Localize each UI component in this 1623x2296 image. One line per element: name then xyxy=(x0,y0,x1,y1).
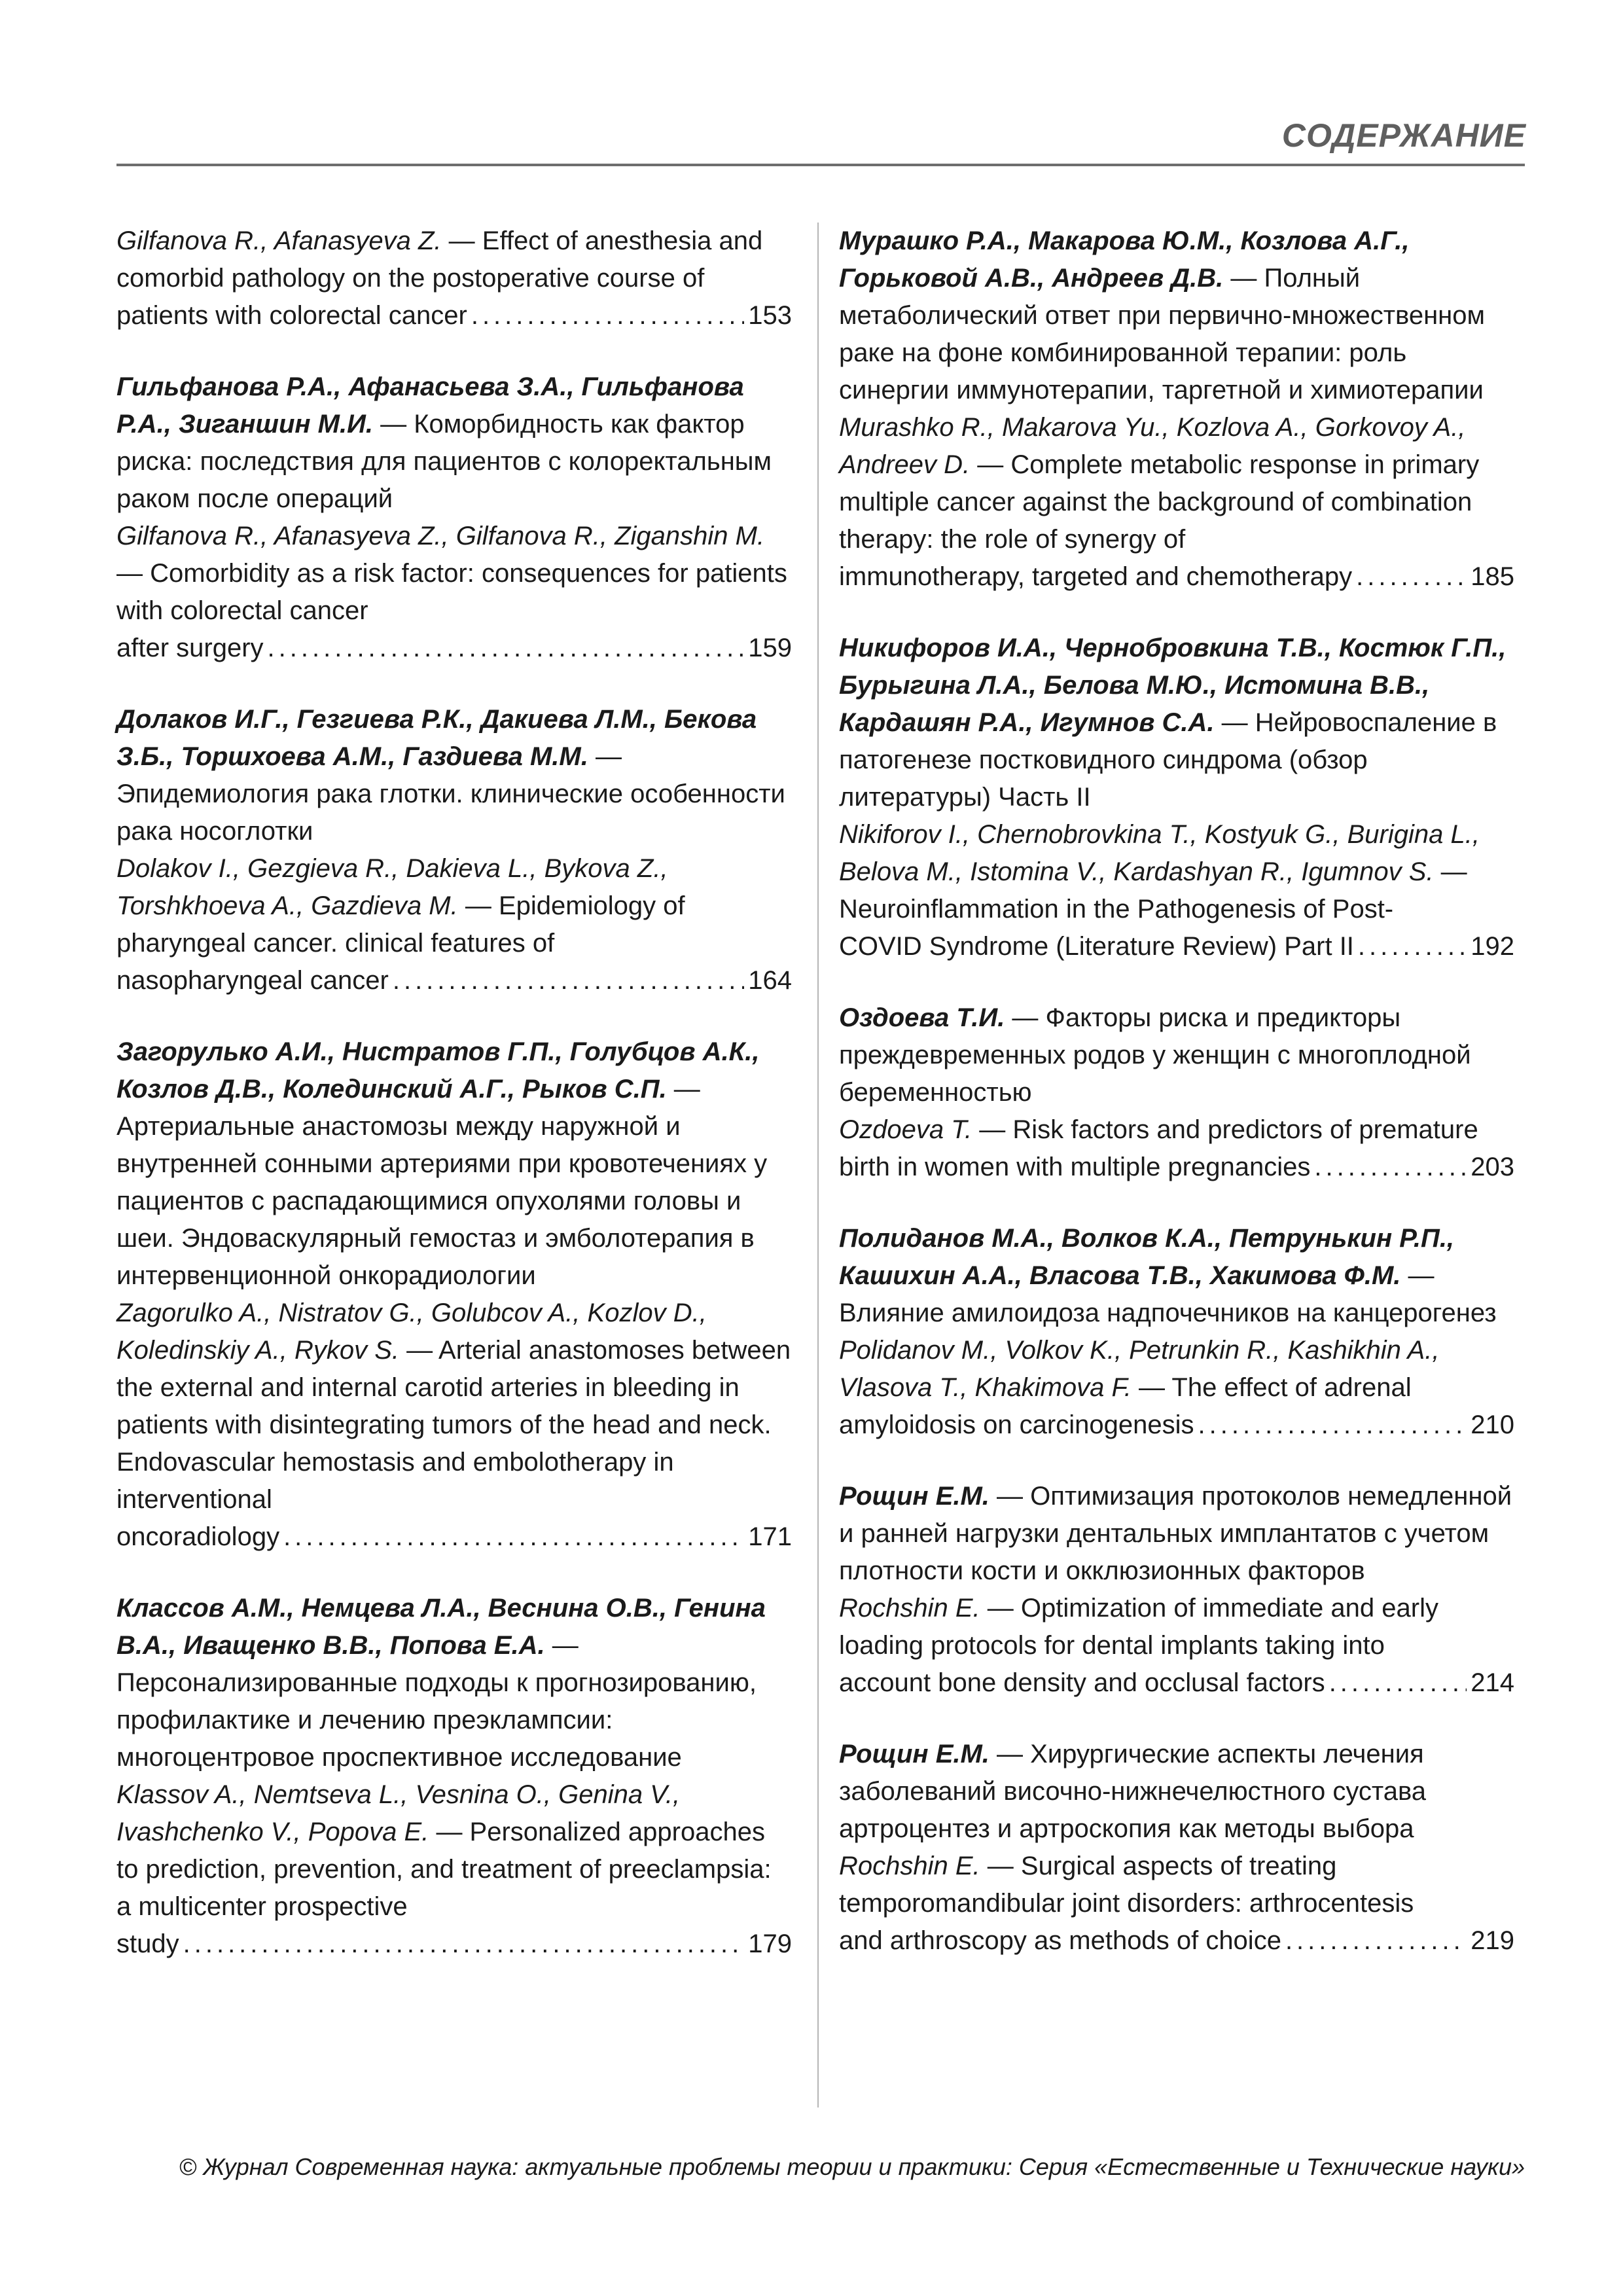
en-authors: Dolakov I., Gezgieva R., Dakieva L., Bykova Z., Torshkhoeva A., Gazdieva M. xyxy=(116,854,668,920)
en-title: primary multiple cancer against the background xyxy=(839,450,1480,516)
ru-title: — Факторы риска и предикторы преждевременных родов у женщин с многоплодной беременностью xyxy=(839,1003,1471,1107)
ru-authors: Гильфанова Р.А., Афанасьева З.А., Гильфанова Р.А., Зиганшин М.И. xyxy=(116,372,744,439)
toc-leader-line xyxy=(839,1664,1514,1702)
en-authors: Klassov A., Nemtseva L., Vesnina O., Genina V., Ivashchenko V., Popova E. xyxy=(116,1780,681,1846)
ru-citation xyxy=(839,1478,1514,1590)
en-title: — Effect of anesthesia and xyxy=(441,226,763,255)
en-title: the head and neck. Endovascular hemostasis xyxy=(116,1410,772,1477)
page-number[interactable]: 214 xyxy=(1471,1668,1514,1697)
en-authors: Zagorulko A., Nistratov G., Golubcov A., Kozlov D., Koledinskiy A., Rykov S. xyxy=(116,1299,707,1365)
ru-citation xyxy=(839,1736,1514,1848)
en-title: of preeclampsia: a multicenter prospective xyxy=(116,1855,772,1921)
en-citation xyxy=(116,1295,792,1518)
en-title-end: account bone density and occlusal factors xyxy=(839,1668,1325,1697)
toc-leader-line xyxy=(116,297,792,334)
ru-citation xyxy=(116,1590,792,1776)
toc-entry[interactable] xyxy=(116,1033,792,1556)
toc-leader-line xyxy=(839,928,1514,965)
en-title-end: immunotherapy, targeted and chemotherapy xyxy=(839,562,1353,591)
page-number[interactable]: 164 xyxy=(748,966,792,995)
ru-authors: Оздоева Т.И. xyxy=(839,1003,1005,1032)
en-title: — Optimization of immediate and early xyxy=(980,1594,1438,1623)
en-authors: Polidanov M., Volkov K., Petrunkin R., Kashikhin A., Vlasova T., Khakimova F. xyxy=(839,1336,1440,1402)
ru-citation xyxy=(839,1220,1514,1332)
dot-leader xyxy=(283,1518,744,1556)
en-title-end: amyloidosis on carcinogenesis xyxy=(839,1410,1194,1439)
en-title: consequences for patients with colorectal cancer xyxy=(116,559,787,625)
en-title-end: COVID Syndrome (Literature Review) Part II xyxy=(839,932,1354,961)
toc-entry[interactable] xyxy=(839,223,1514,596)
page-number[interactable]: 179 xyxy=(748,1929,792,1958)
ru-authors: Полиданов М.А., Волков К.А., Петрунькин Р.П., Кашихин А.А., Власова Т.В., Хакимова Ф.М. xyxy=(839,1224,1455,1290)
toc-entry[interactable] xyxy=(116,1590,792,1963)
ru-title: — Коморбидность как фактор риска: последствия для пациентов с колоректальным раком после операций xyxy=(116,410,772,513)
page-number[interactable]: 185 xyxy=(1471,562,1514,591)
dot-leader xyxy=(268,630,745,667)
ru-authors: Классов А.М., Немцева Л.А., Веснина О.В., Генина В.А., Иващенко В.В., Попова Е.А. xyxy=(116,1594,766,1660)
dot-leader xyxy=(1198,1407,1467,1444)
section-title: СОДЕРЖАНИЕ xyxy=(1281,117,1526,154)
en-title: — Personalized approaches xyxy=(429,1818,765,1846)
en-citation xyxy=(116,518,792,630)
dot-leader xyxy=(1314,1149,1467,1186)
ru-citation xyxy=(839,999,1514,1111)
en-authors: Ozdoeva T. xyxy=(839,1115,972,1144)
ru-authors: Долаков И.Г., Гезгиева Р.К., Дакиева Л.М., Бекова З.Б., Торшхоева А.М., Газдиева М.М. xyxy=(116,705,757,771)
toc-leader-line xyxy=(839,558,1514,596)
en-citation xyxy=(839,1332,1514,1407)
en-title-end: oncoradiology xyxy=(116,1522,280,1551)
toc-entry[interactable] xyxy=(116,701,792,999)
en-authors: Rochshin E. xyxy=(839,1594,980,1623)
en-citation xyxy=(116,1776,792,1926)
toc-leader-line xyxy=(116,962,792,999)
en-authors: Nikiforov I., Chernobrovkina T., Kostyuk G., Burigina L., Belova M., Istomina V., Kardashyan R., Igumnov S. xyxy=(839,820,1480,886)
ru-title: — Оптимизация протоколов немедленной и ранней нагрузки дентальных имплантатов с учетом плотности кости и окклюзионных факторов xyxy=(839,1482,1512,1585)
ru-authors: Рощин Е.М. xyxy=(839,1740,990,1768)
en-title: and embolotherapy in interventional xyxy=(116,1448,674,1514)
en-title: to prediction, prevention, and treatment xyxy=(116,1855,572,1884)
en-authors: Gilfanova R., Afanasyeva Z. xyxy=(116,226,442,255)
en-title: — The effect of adrenal xyxy=(1131,1373,1412,1402)
toc-leader-line xyxy=(839,1149,1514,1186)
en-title-end: patients with colorectal cancer xyxy=(116,301,467,330)
page-number[interactable]: 153 xyxy=(748,301,792,330)
toc-entry[interactable] xyxy=(116,368,792,667)
toc-entry[interactable] xyxy=(839,1220,1514,1444)
en-citation xyxy=(839,1111,1514,1149)
page-number[interactable]: 159 xyxy=(748,634,792,662)
toc-leader-line xyxy=(116,630,792,667)
ru-title: — Полный метаболический ответ при первично-множественном раке на фоне комбинированной терапии: роль синергии иммунотерапии, таргетной и химиотерапии xyxy=(839,264,1486,404)
en-title-end: nasopharyngeal cancer xyxy=(116,966,389,995)
dot-leader xyxy=(183,1926,745,1963)
toc-leader-line xyxy=(116,1926,792,1963)
toc-leader-line xyxy=(839,1922,1514,1960)
ru-citation xyxy=(116,1033,792,1295)
dot-leader xyxy=(1356,558,1467,596)
en-title: temporomandibular joint disorders: arthrocentesis xyxy=(839,1889,1414,1918)
dot-leader xyxy=(1358,928,1467,965)
en-authors: Rochshin E. xyxy=(839,1852,980,1880)
toc-column-left xyxy=(116,223,792,1997)
page-number[interactable]: 219 xyxy=(1471,1926,1514,1955)
ru-title: — Артериальные анастомозы между наружной и внутренней сонными артериями при кровотечениях у пациентов с распадающимися опухолями головы и шеи. Эндоваскулярный гемостаз и эмболотерапия в интервенционной онкорадиологии xyxy=(116,1075,768,1290)
ru-authors: Никифоров И.А., Чернобровкина Т.В., Костюк Г.П., Бурыгина Л.А., Белова М.Ю., Истомина В.В., Кардашян Р.А., Игумнов С.А. xyxy=(839,634,1507,737)
toc-leader-line xyxy=(839,1407,1514,1444)
page-number[interactable]: 203 xyxy=(1471,1153,1514,1181)
en-title: in bleeding in patients with disintegrating tumors of xyxy=(116,1373,740,1439)
ru-title: — Нейровоспаление в патогенезе постковидного синдрома (обзор литературы) Часть II xyxy=(839,708,1497,812)
toc-entry[interactable] xyxy=(839,1736,1514,1960)
ru-citation xyxy=(116,368,792,518)
ru-authors: Мурашко Р.А., Макарова Ю.М., Козлова А.Г., Горьковой А.В., Андреев Д.В. xyxy=(839,226,1410,293)
en-title-end: after surgery xyxy=(116,634,264,662)
ru-title: — Персонализированные подходы к прогнозированию, профилактике и лечению преэклампсии: многоцентровое проспективное исследование xyxy=(116,1631,757,1772)
toc-entry[interactable] xyxy=(839,999,1514,1186)
journal-footer: © Журнал Современная наука: актуальные проблемы теории и практики: Серия «Естественные и Технические науки» xyxy=(179,2153,1525,2180)
page-number[interactable]: 192 xyxy=(1471,932,1514,961)
ru-title: — Эпидемиология рака глотки. клинические особенности рака носоглотки xyxy=(116,742,785,846)
dot-leader xyxy=(471,297,744,334)
en-citation xyxy=(839,816,1514,928)
header-divider xyxy=(116,164,1525,166)
en-title: comorbid pathology on the postoperative course of xyxy=(116,264,705,293)
toc-column-right xyxy=(839,223,1514,1994)
en-authors: Gilfanova R., Afanasyeva Z., Gilfanova R., Ziganshin M. xyxy=(116,522,765,550)
en-title: between the external and internal carotid arteries xyxy=(116,1336,791,1402)
en-title-end: study xyxy=(116,1929,179,1958)
en-title: — Risk factors and predictors of premature xyxy=(972,1115,1478,1144)
en-title: — Epidemiology xyxy=(457,891,656,920)
en-citation xyxy=(116,850,792,962)
toc-entry[interactable] xyxy=(839,630,1514,965)
toc-entry[interactable] xyxy=(116,223,792,334)
en-title: loading protocols for dental implants taking into xyxy=(839,1631,1385,1660)
en-title: — Arterial anastomoses xyxy=(399,1336,685,1365)
ru-citation xyxy=(839,223,1514,409)
en-citation xyxy=(839,1590,1514,1664)
en-citation xyxy=(839,409,1514,558)
en-citation xyxy=(839,1848,1514,1922)
en-title: — Surgical aspects of treating xyxy=(980,1852,1337,1880)
page-number[interactable]: 210 xyxy=(1471,1410,1514,1439)
en-citation xyxy=(116,223,792,297)
ru-authors: Загорулько А.И., Нистратов Г.П., Голубцов А.К., Козлов Д.В., Колединский А.Г., Рыков С.П. xyxy=(116,1037,760,1103)
ru-citation xyxy=(839,630,1514,816)
toc-entry[interactable] xyxy=(839,1478,1514,1702)
en-title: of combination therapy: the role of synergy of xyxy=(839,488,1472,554)
dot-leader xyxy=(1285,1922,1467,1960)
en-title: — Complete metabolic response in xyxy=(970,450,1385,479)
en-title: — Comorbidity as a risk factor: xyxy=(116,559,474,588)
dot-leader xyxy=(1329,1664,1467,1702)
ru-title: — Влияние амилоидоза надпочечников на канцерогенез xyxy=(839,1261,1497,1327)
en-title: of pharyngeal cancer. clinical features of xyxy=(116,891,685,958)
column-divider xyxy=(817,223,819,2108)
en-title: — Neuroinflammation in the Pathogenesis of Post- xyxy=(839,857,1467,924)
en-title-end: birth in women with multiple pregnancies xyxy=(839,1153,1311,1181)
en-authors: Murashko R., Makarova Yu., Kozlova A., Gorkovoy A., Andreev D. xyxy=(839,413,1466,479)
ru-citation xyxy=(116,701,792,850)
toc-leader-line xyxy=(116,1518,792,1556)
ru-authors: Рощин Е.М. xyxy=(839,1482,990,1511)
page-number[interactable]: 171 xyxy=(748,1522,792,1551)
en-title-end: and arthroscopy as methods of choice xyxy=(839,1926,1281,1955)
dot-leader xyxy=(393,962,744,999)
ru-title: — Хирургические аспекты лечения заболеваний височно-нижнечелюстного сустава артроцентез и артроскопия как методы выбора xyxy=(839,1740,1427,1843)
